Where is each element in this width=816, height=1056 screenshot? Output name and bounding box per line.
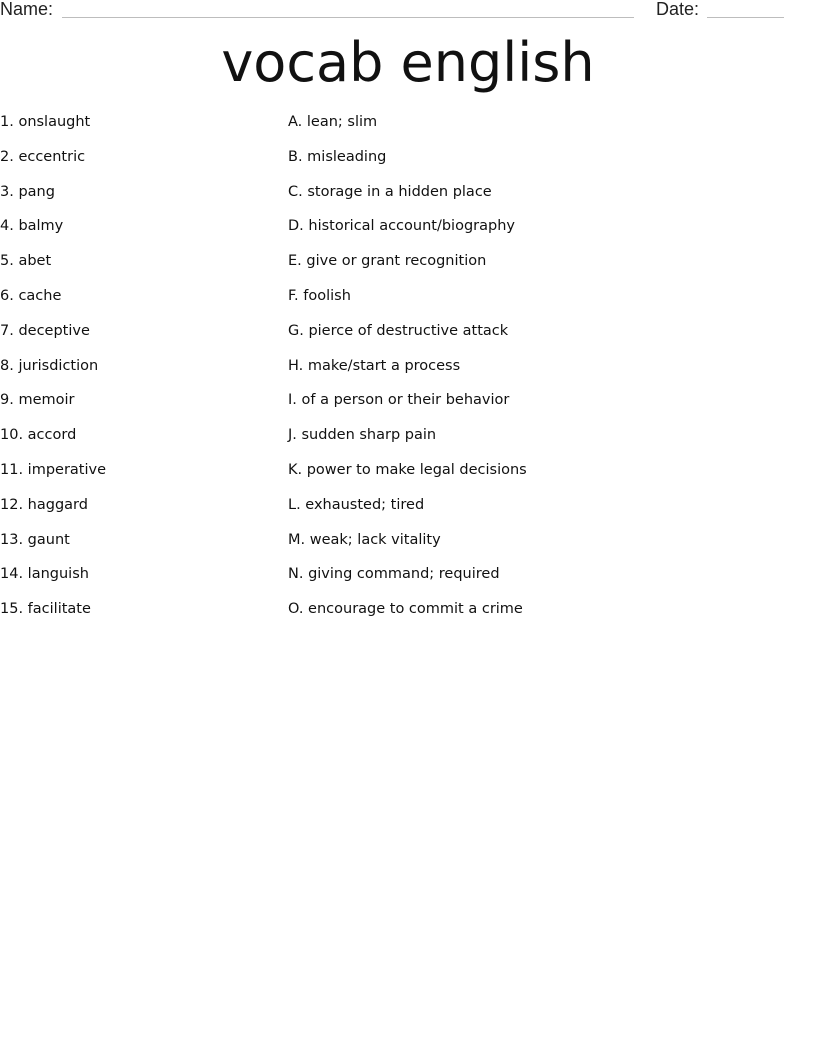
term-item: 12. haggard: [0, 496, 88, 513]
definition-item: O. encourage to commit a crime: [288, 601, 523, 618]
definition-item: J. sudden sharp pain: [288, 427, 437, 444]
definition-item: M. weak; lack vitality: [288, 531, 441, 548]
name-blank-line: [62, 17, 634, 18]
definition-item: L. exhausted; tired: [288, 496, 425, 513]
definition-item: N. giving command; required: [288, 566, 500, 583]
term-item: 3. pang: [0, 183, 55, 200]
date-blank-line: [707, 17, 784, 18]
definition-item: A. lean; slim: [288, 114, 378, 130]
name-label: Name:: [0, 0, 54, 19]
definitions-list: [288, 108, 808, 630]
term-item: 14. languish: [0, 566, 89, 583]
definition-item: K. power to make legal decisions: [288, 461, 527, 478]
term-item: 1. onslaught: [0, 114, 91, 130]
term-item: 13. gaunt: [0, 531, 70, 548]
definition-item: E. give or grant recognition: [288, 253, 487, 270]
term-item: 7. deceptive: [0, 322, 90, 339]
term-item: 15. facilitate: [0, 601, 91, 618]
date-label: Date:: [656, 0, 700, 19]
definition-item: H. make/start a process: [288, 357, 461, 374]
definition-item: D. historical account/biography: [288, 218, 515, 235]
worksheet-header: [0, 0, 816, 24]
term-item: 11. imperative: [0, 461, 107, 478]
term-item: 9. memoir: [0, 392, 75, 409]
definition-item: G. pierce of destructive attack: [288, 322, 509, 339]
definition-item: C. storage in a hidden place: [288, 183, 492, 200]
term-item: 10. accord: [0, 427, 77, 444]
definition-item: B. misleading: [288, 148, 387, 165]
terms-list: [0, 108, 280, 630]
term-item: 5. abet: [0, 253, 52, 270]
term-item: 6. cache: [0, 287, 62, 304]
definition-item: F. foolish: [288, 287, 351, 304]
worksheet-title: vocab english: [221, 31, 595, 94]
term-item: 4. balmy: [0, 218, 64, 235]
term-item: 2. eccentric: [0, 148, 86, 165]
term-item: 8. jurisdiction: [0, 357, 99, 374]
definition-item: I. of a person or their behavior: [288, 392, 510, 409]
